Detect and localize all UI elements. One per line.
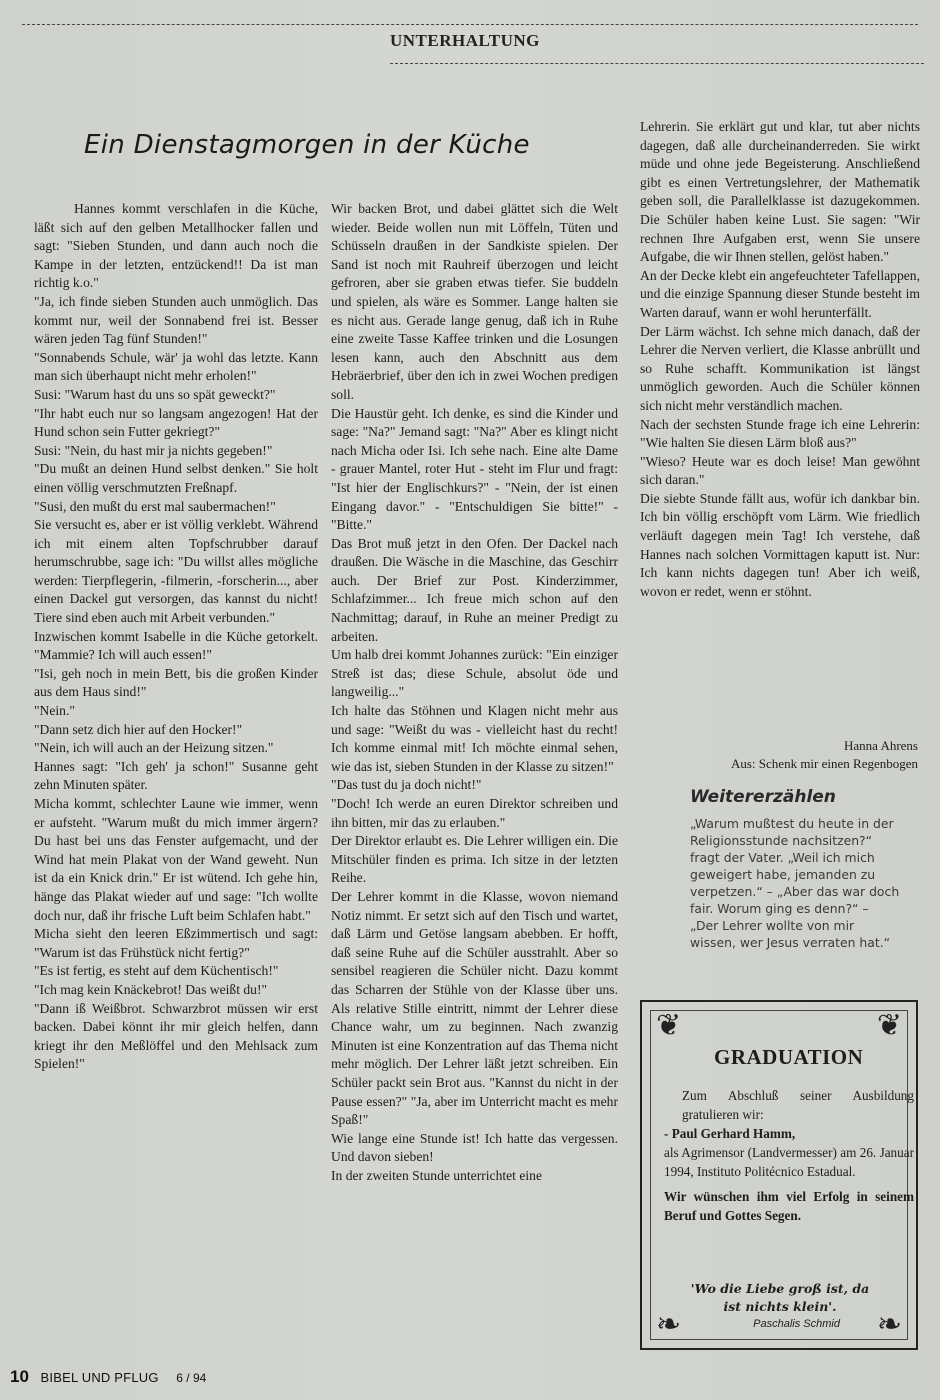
paragraph: "Susi, den mußt du erst mal saubermachen!" bbox=[34, 498, 276, 514]
section-dashed-rule bbox=[390, 63, 924, 64]
paragraph: Hannes sagt: "Ich geh' ja schon!" Susanne geht zehn Minuten später. bbox=[34, 758, 318, 793]
paragraph: Das Brot muß jetzt in den Ofen. Der Dackel nach draußen. Die Wäsche in die Maschine, das Geschirr auch. Der Brief zur Post. Kinderzimmer, Schlafzimmer... Ich freue mich schon auf den Nachmittag; darauf, in Ruhe an meiner Predigt zu arbeiten. bbox=[331, 535, 618, 644]
paragraph: Der Lehrer kommt in die Klasse, wovon niemand Notiz nimmt. Er setzt sich auf den Tisch und wartet, daß Lärm und Getöse langsam abebben. Er hofft, daß seine Ruhe auf die Schüler ausstrahlt. Aber so sensibel reagieren die Schüler nicht. Dazu kommt das Scharren der Stühle von der Klasse über uns. Als relative Stille eintritt, nimmt der Lehrer diese Chance wahr, um zu beginnen. Nach zwanzig Minuten ist eine Konzentration auf das Thema nicht mehr möglich. Der Lehrer läßt jetzt schreiben. Ein Schüler packt sein Brot aus. "Kannst du nicht in der Pause essen?" "Ja, aber im Unterricht macht es mehr Spaß!" bbox=[331, 888, 618, 1128]
graduation-details: als Agrimensor (Landvermesser) am 26. Januar 1994, Instituto Politécnico Estadual. bbox=[664, 1145, 914, 1179]
paragraph: "Nein, ich will auch an der Heizung sitzen." bbox=[34, 740, 274, 756]
paragraph: An der Decke klebt ein angefeuchteter Tafellappen, und die einzige Spannung dieser Stunde besteht im Warten darauf, wann er wohl herunterfällt. bbox=[640, 267, 920, 320]
paragraph: Lehrerin. Sie erklärt gut und klar, tut aber nichts dagegen, daß alle durcheinanderreden. Sie wirkt müde und ohne jede Begeisterung. Anschließend gibt es einen Vertretungslehrer, der Mathematik geben soll, die Parallelklasse ist dazugekommen. Die Schüler haben keine Lust. Sie sagen: "Wir rechnen Ihre Aufgaben erst, wenn Sie unsere Aufgabe, die wir Ihnen stellen, gelöst haben." bbox=[640, 119, 920, 265]
paragraph: "Du mußt an deinen Hund selbst denken." Sie holt einen völlig verschmutzten Freßnapf. bbox=[34, 461, 318, 495]
graduation-text bbox=[664, 1086, 914, 1225]
paragraph: Um halb drei kommt Johannes zurück: "Ein einziger Streß ist das; diese Schule, absolut öde und langweilig..." bbox=[331, 647, 618, 700]
anecdote-title: Weitererzählen bbox=[690, 787, 836, 807]
paragraph: "Ja, ich finde sieben Stunden auch unmöglich. Das kommt nur, weil der Sonnabend frei ist. Besser wären jeden Tag fünf Stunden!" bbox=[34, 293, 318, 347]
paragraph: Der Lärm wächst. Ich sehne mich danach, daß der Lehrer die Nerven verliert, die Klasse anbrüllt und so Ruhe schafft. Kommunikation ist längst unmöglich geworden. Auch die Schüler können sich nicht mehr verständlich machen. bbox=[640, 323, 920, 413]
graduation-quote: 'Wo die Liebe groß ist, da ist nichts klein'. bbox=[690, 1281, 870, 1314]
paragraph: Wie lange eine Stunde ist! Ich hatte das vergessen. Und davon sieben! bbox=[331, 1130, 618, 1165]
anecdote-text: „Warum mußtest du heute in der Religionsstunde nachsitzen?“ fragt der Vater. „Weil ich mich geweigert habe, jemanden zu verpetzen.“ – „Aber das war doch fair. Worum ging es denn?“ – „Der Lehrer wollte von mir wissen, wer Jesus verraten hat.“ bbox=[690, 816, 900, 950]
paragraph: "Ich mag kein Knäckebrot! Das weißt du!" bbox=[34, 981, 268, 997]
ornament-top-right-icon: ❦ bbox=[876, 1008, 902, 1043]
paragraph: Nach der sechsten Stunde frage ich eine Lehrerin: "Wie halten Sie diesen Lärm bloß aus?" bbox=[640, 416, 920, 451]
source-note: Aus: Schenk mir einen Regenbogen bbox=[730, 756, 918, 771]
section-label: UNTERHALTUNG bbox=[390, 31, 540, 50]
paragraph: "Wieso? Heute war es doch leise! Man gewöhnt sich daran." bbox=[640, 453, 920, 488]
paragraph: "Isi, geh noch in mein Bett, bis die großen Kinder aus dem Haus sind!" bbox=[34, 665, 318, 700]
paragraph: "Nein." bbox=[34, 703, 75, 719]
paragraph: Die Haustür geht. Ich denke, es sind die Kinder und sage: "Na?" Jemand sagt: "Na?" Aber es klingt nicht nach Micha oder Isi. Ich sehe nach. Eine alte Dame - grauer Mantel, roter Hut - steht im Flur und fragt: "Ist hier der Englischkurs?" - "Nein, der ist einen Eingang davor." - "Entschuldigen Sie bitte!" - "Bitte." bbox=[331, 405, 618, 533]
article-column-2 bbox=[331, 200, 618, 1185]
paragraph: Susi: "Nein, du hast mir ja nichts gegeben!" bbox=[34, 442, 273, 458]
paragraph: Micha sieht den leeren Eßzimmertisch und sagt: "Warum ist das Frühstück nicht fertig?" bbox=[34, 926, 318, 960]
ornament-bottom-right-icon: ❧ bbox=[876, 1307, 902, 1342]
paragraph: "Dann setz dich hier auf den Hocker!" bbox=[34, 721, 243, 737]
author-name: Hanna Ahrens bbox=[843, 738, 918, 753]
paragraph: Inzwischen kommt Isabelle in die Küche getorkelt. "Mammie? Ich will auch essen!" bbox=[34, 628, 318, 663]
paragraph: Susi: "Warum hast du uns so spät geweckt?" bbox=[34, 386, 276, 402]
top-dashed-rule bbox=[22, 24, 918, 25]
page-footer bbox=[10, 1367, 206, 1387]
issue-number: 6 / 94 bbox=[176, 1371, 207, 1385]
paragraph: Hannes kommt verschlafen in die Küche, läßt sich auf den gelben Metallhocker fallen und sagt: "Sieben Stunden, und dann auch noch die Kampe in der letzten, entzückend!! Da ist man richtig k.o." bbox=[34, 201, 318, 291]
graduate-name: - Paul Gerhard Hamm, bbox=[664, 1126, 796, 1141]
paragraph: Micha kommt, schlechter Laune wie immer, wenn er aufsteht. "Warum mußt du mich immer ärgern? Du hast bei uns das Fenster aufgemacht, und der Wind hat mein Plakat von der Wand geweht. Nun ist da ein Knick drin." Er ist wütend. Ich gehe hin, hänge das Plakat wieder auf und sage: "Ich wollte doch nur, daß ihr frische Luft beim Schlafen habt." bbox=[34, 796, 318, 923]
article-byline bbox=[640, 737, 918, 773]
article-column-3 bbox=[640, 118, 920, 601]
paragraph: "Es ist fertig, es steht auf dem Küchentisch!" bbox=[34, 963, 279, 979]
paragraph: Wir backen Brot, und dabei glättet sich die Welt wieder. Beide wollen nun mit Löffeln, Tüten und Schüsseln draußen in der Sandkiste spielen. Der Sand ist noch mit Rauhreif überzogen und leicht gefroren, aber sie graben etwas tiefer. Sie buddeln und spielen, als wäre es Sommer. Lange halten sie es nicht aus. Gerade lange genug, daß ich in Ruhe eine zweite Tasse Kaffee trinken und die Losungen lesen kann, auch den Abschnitt aus dem Hebräerbrief, über den ich in zwei Wochen predigen soll. bbox=[331, 201, 618, 402]
paragraph: Der Direktor erlaubt es. Die Lehrer willigen ein. Die Mitschüler finden es prima. Ich sitze in der letzten Reihe. bbox=[331, 833, 618, 886]
paragraph: Ich halte das Stöhnen und Klagen nicht mehr aus und sage: "Weißt du was - vielleicht hast du recht! Ich komme einmal mit! Ich möchte einmal sehen, wie das ist, sieben Stunden in der Klasse zu sitzen!" bbox=[331, 703, 618, 774]
magazine-name: BIBEL UND PFLUG bbox=[40, 1370, 159, 1385]
ornament-bottom-left-icon: ❧ bbox=[656, 1307, 682, 1342]
paragraph: "Ihr habt euch nur so langsam angezogen! Hat der Hund schon sein Futter gekriegt?" bbox=[34, 405, 318, 440]
article-column-1 bbox=[34, 200, 318, 1074]
graduation-title: GRADUATION bbox=[714, 1045, 864, 1069]
article-title: Ein Dienstagmorgen in der Küche bbox=[84, 130, 530, 160]
page-number: 10 bbox=[10, 1367, 29, 1386]
graduation-wish: Wir wünschen ihm viel Erfolg in seinem Beruf und Gottes Segen. bbox=[664, 1189, 914, 1223]
paragraph: "Sonnabends Schule, wär' ja wohl das letzte. Kann man sich überhaupt nicht mehr erholen!" bbox=[34, 349, 318, 384]
quote-author: Paschalis Schmid bbox=[753, 1318, 840, 1330]
ornament-top-left-icon: ❦ bbox=[656, 1008, 682, 1043]
paragraph: "Dann iß Weißbrot. Schwarzbrot müssen wir erst backen. Dabei könnt ihr mir gleich helfen, dann kriegt ihr den Meßlöffel und den Mehlsack zum Spielen!" bbox=[34, 1000, 318, 1072]
paragraph: In der zweiten Stunde unterrichtet eine bbox=[331, 1167, 542, 1183]
graduation-intro: Zum Abschluß seiner Ausbildung gratulieren wir: bbox=[682, 1088, 914, 1122]
paragraph: "Doch! Ich werde an euren Direktor schreiben und ihn bitten, mir das zu erlauben." bbox=[331, 796, 618, 830]
paragraph: Die siebte Stunde fällt aus, wofür ich dankbar bin. Ich bin völlig erschöpft vom Lärm. Wie friedlich verläuft dagegen mein Tag! Ich verstehe, daß Hannes nach solchen Vormittagen kaputt ist. Nur: Ich kann nichts dagegen tun! Aber ich weiß, wovon er redet, wenn er stöhnt. bbox=[640, 490, 920, 599]
paragraph: Sie versucht es, aber er ist völlig verklebt. Während ich mit einem alten Topfschrubber darauf herumschrubbe, sage ich: "Du willst alles mögliche werden: Tierpflegerin, -filmerin, -forscherin..., aber einen Dackel gut versorgen, das kannst du nicht! Tiere sind eben auch mit Arbeit verbunden." bbox=[34, 517, 318, 626]
paragraph: "Das tust du ja doch nicht!" bbox=[331, 777, 482, 793]
